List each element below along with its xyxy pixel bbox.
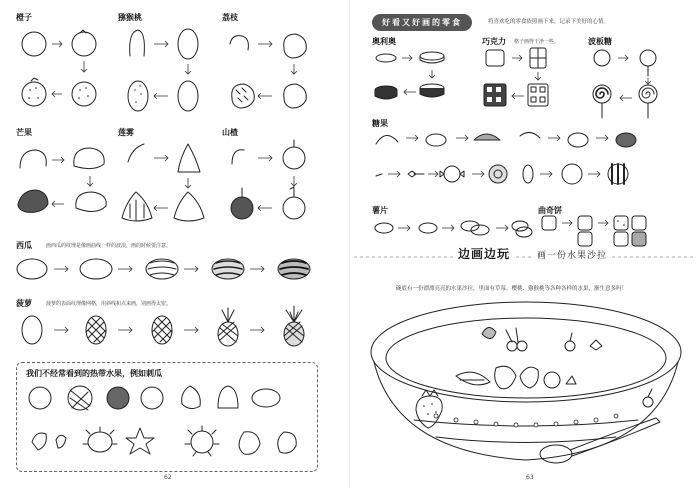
label-lychee: 荔枝 [222,13,238,22]
hawthorn-steps [222,138,322,228]
mango-steps [14,138,124,228]
candy-steps [372,126,672,196]
label-chips: 薯片 [372,206,388,215]
cookie-steps [538,212,658,252]
label-hawthorn: 山楂 [222,128,238,137]
label-watermelon: 西瓜 [16,241,32,250]
label-cookie: 曲奇饼 [538,206,562,215]
snack-banner: 好看又好画的零食 [372,14,472,31]
label-chocolate: 巧克力 [482,37,506,46]
oreo-steps [372,46,472,116]
orange-steps [14,24,124,119]
watermelon-steps [14,255,334,285]
label-pineapple: 菠萝 [16,299,32,308]
page-number-left: 62 [164,474,172,481]
lychee-steps [222,24,322,119]
tropical-fruits-drawings [22,382,322,472]
label-kiwi: 猕猴桃 [118,13,142,22]
salad-note: 碗底有一份漂漂亮亮的水果沙拉，里面有草莓、樱桃、猕猴桃等各种各样的水果，渐生意多吗！ [396,286,628,292]
chips-steps [372,214,532,244]
section-subtitle: 画一份水果沙拉 [534,248,610,261]
note-watermelon: 画西瓜的纹理是像画曲线一样的波浪，画的时候要注意。 [46,243,172,249]
chocolate-steps [482,46,572,116]
label-orange: 橙子 [16,13,32,22]
section-divider [354,254,694,260]
lollipop-steps [588,46,668,121]
salad-bowl-illustration [356,292,696,482]
page-63 [350,0,700,487]
label-mango: 芒果 [16,128,32,137]
label-candy: 糖果 [372,119,388,128]
pineapple-steps [14,308,334,348]
chocolate-note: 格子画得干净一些。 [514,39,560,45]
kiwi-steps [118,24,218,119]
snack-banner-note: 将喜欢吃的零食依照画下来，记录下美好的心情。 [488,19,610,25]
waxapple-steps [118,138,218,228]
label-waxapple: 莲雾 [118,128,134,137]
page-number-right: 63 [526,474,534,481]
note-pineapple: 菠萝的表面纹理像网格，用斜线和点来画，别画得太密。 [46,301,172,307]
label-lollipop: 波板糖 [588,37,612,46]
label-oreo: 奥利奥 [372,37,396,46]
tropical-title: 我们不经常看到的热带水果，例如刺瓜 [26,369,162,378]
section-title: 边画边玩 [454,245,514,262]
